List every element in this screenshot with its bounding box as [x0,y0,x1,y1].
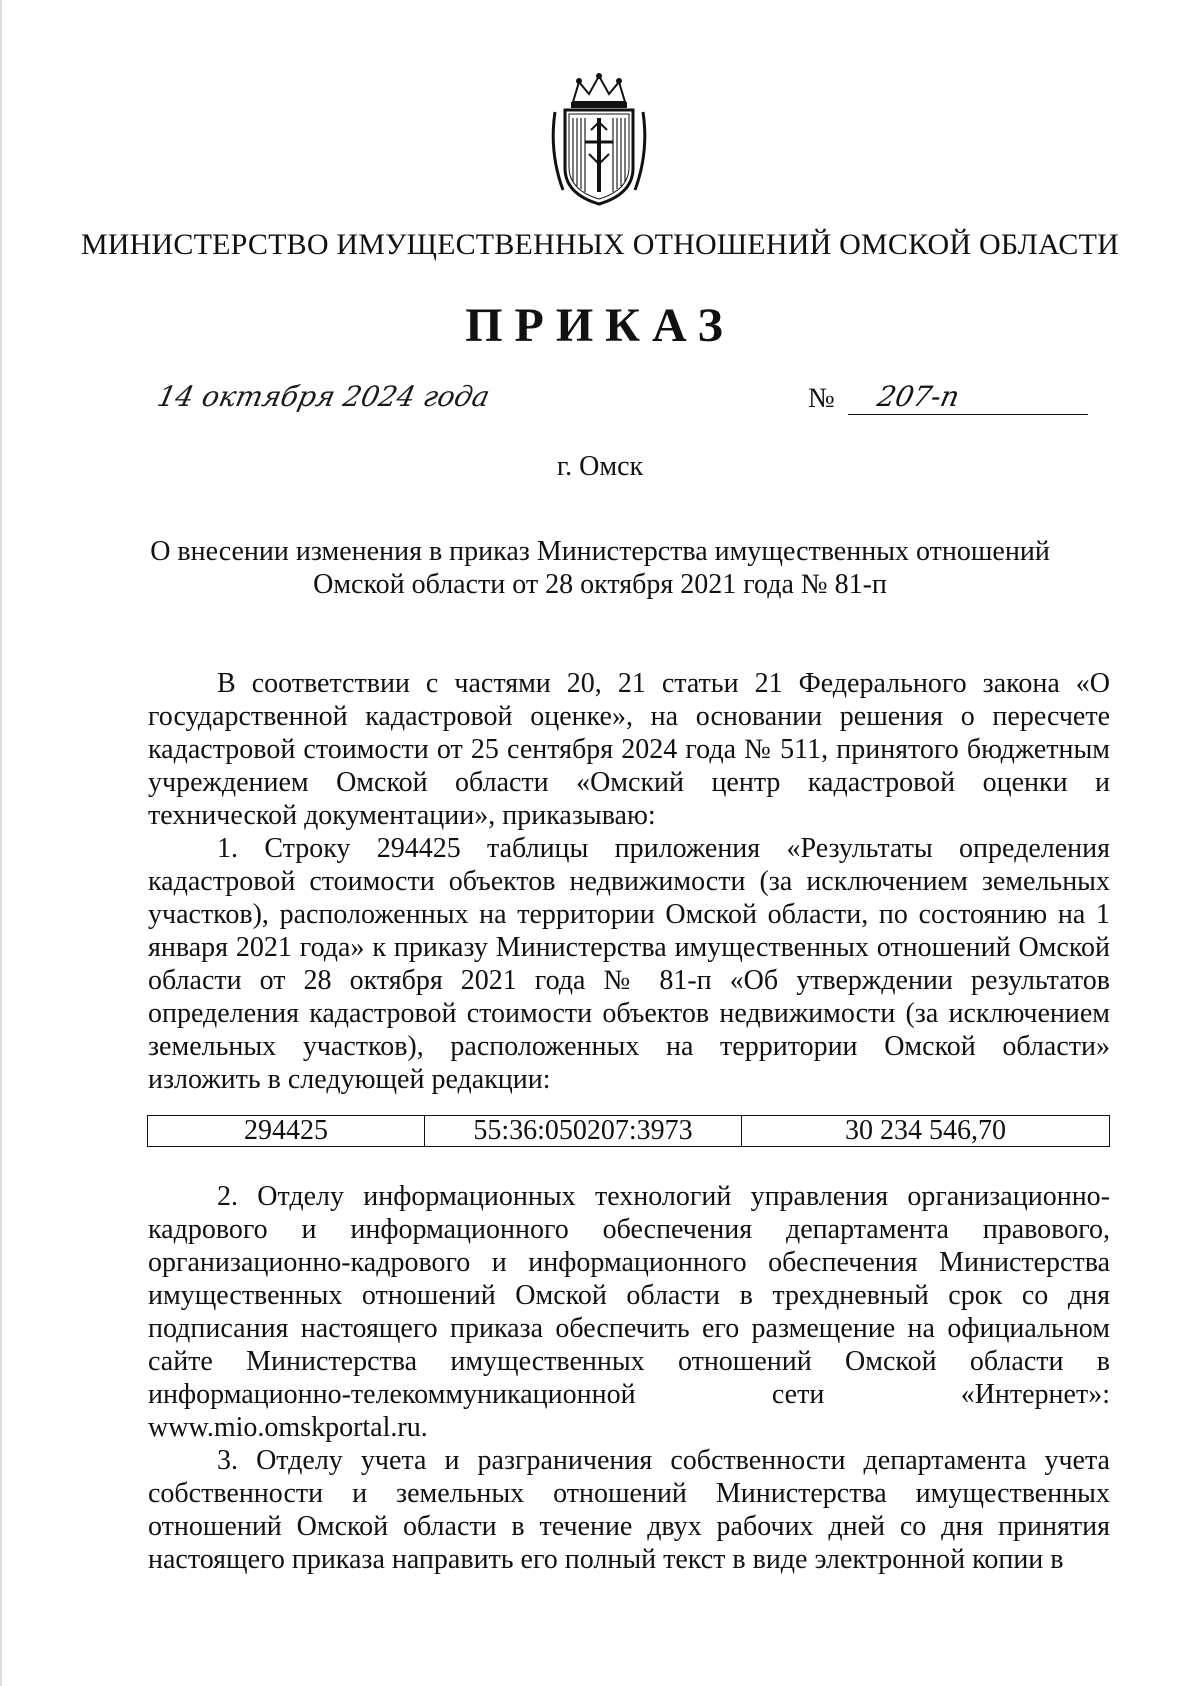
table-row [148,1116,1110,1147]
body-text-part1 [148,667,1110,1096]
order-subject [150,535,1050,601]
handwritten-date: 14 октября 2024 года [154,380,493,413]
cadastral-table [147,1115,1110,1147]
body-text-part2 [148,1180,1110,1576]
item-1-paragraph: 1. Строку 294425 таблицы приложения «Результаты определения кадастровой стоимости объектов недвижимости (за исключением земельных участков), расположенных на территории Омской области, по состоянию на 1 января 2021 года» к приказу Министерства имущественных отношений Омской области от 28 октября 2021 года № 81-п «Об утверждении результатов определения кадастровой стоимости объектов недвижимости (за исключением земельных участков), расположенных на территории Омской области» изложить в следующей редакции: [148,833,1110,1095]
number-label: № [808,383,835,414]
subject-line-1: О внесении изменения в приказ Министерства имущественных отношений [150,536,1050,567]
table-cell-row-number: 294425 [148,1116,425,1147]
table-cell-cadastral-number: 55:36:050207:3973 [425,1116,742,1147]
city-line: г. Омск [556,451,644,482]
omsk-coat-of-arms-icon [545,72,653,208]
table-cell-cadastral-value: 30 234 546,70 [742,1116,1110,1147]
number-underline [848,414,1088,415]
ministry-name: МИНИСТЕРСТВО ИМУЩЕСТВЕННЫХ ОТНОШЕНИЙ ОМСКОЙ ОБЛАСТИ [80,228,1120,261]
document-type-title: ПРИКАЗ [465,299,735,352]
item-2-paragraph: 2. Отделу информационных технологий управления организационно-кадрового и информационного обеспечения департамента правового, организационно-кадрового и информационного обеспечения Министерства имущественных отношений Омской области в трехдневный срок со дня подписания настоящего приказа обеспечить его размещение на официальном сайте Министерства имущественных отношений Омской области в информационно-телекоммуникационной сети «Интернет»: www.mio.omskportal.ru. [148,1181,1110,1443]
subject-line-2: Омской области от 28 октября 2021 года № 81-п [313,569,887,600]
item-3-paragraph: 3. Отделу учета и разграничения собственности департамента учета собственности и земельных отношений Министерства имущественных отношений Омской области в течение двух рабочих дней со дня принятия настоящего приказа направить его полный текст в виде электронной копии в [148,1445,1110,1575]
handwritten-number: 207-п [874,380,963,413]
preamble-paragraph: В соответствии с частями 20, 21 статьи 21 Федерального закона «О государственной кадастровой оценке», на основании решения о пересчете кадастровой стоимости от 25 сентября 2024 года № 511, принятого бюджетным учреждением Омской области «Омский центр кадастровой оценки и технической документации», приказываю: [148,668,1110,831]
